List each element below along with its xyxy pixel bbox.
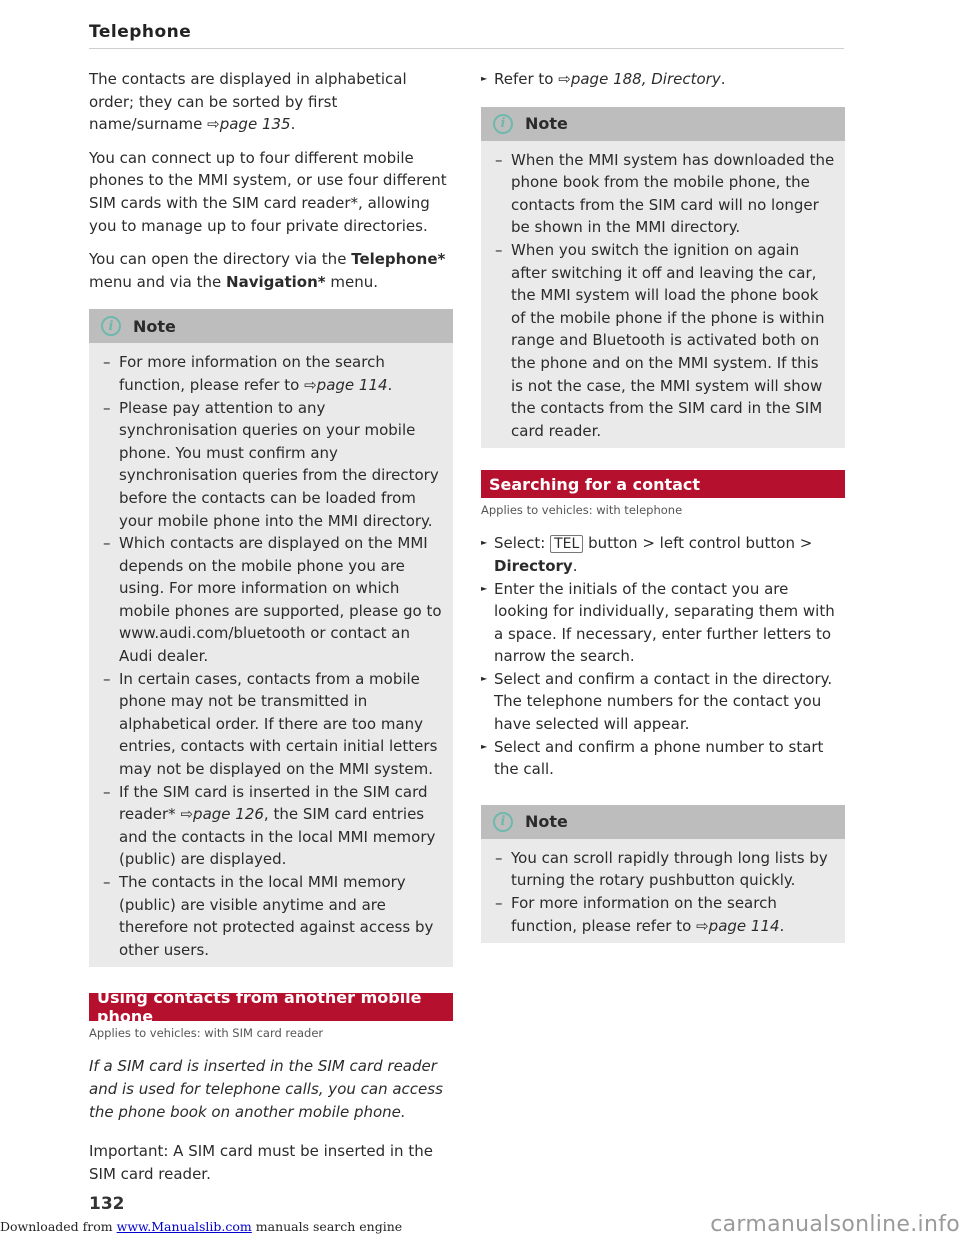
refer-step: ► Refer to ⇨page 188, Directory.	[481, 68, 845, 91]
arrow-right-icon: ⇨	[304, 375, 317, 394]
note-item-text: If the SIM card is inserted in the SIM card reader*	[119, 782, 428, 824]
step-text: button > left control button >	[588, 534, 813, 553]
refer-list	[481, 68, 845, 91]
note-item-text: For more information on the search function, please refer to	[511, 894, 777, 935]
intro-paragraph: The contacts are displayed in alphabetical order; they can be sorted by first name/surname ⇨page 135.	[89, 70, 407, 134]
page-ref-link[interactable]	[696, 917, 779, 935]
note-item	[89, 781, 443, 871]
note-item: – For more information on the search function, please refer to ⇨page 114.	[89, 351, 443, 396]
info-icon: i	[493, 812, 513, 832]
paragraph-open-directory	[89, 248, 453, 293]
note-item-text: For more information on the search function, please refer to	[119, 353, 385, 394]
note-box-phonebook	[481, 107, 845, 449]
note-title: Note	[525, 114, 568, 134]
note-header	[481, 107, 845, 141]
search-step: ► Select: TEL button > left control button > Directory.	[481, 532, 845, 577]
note-item: – When you switch the ignition on again after switching it off and leaving the car, the MMI system will load the phone book of the mobile phone if the phone is within range and Bluetooth is activated both on the phone and on the MMI system. If this is not the case, the MMI system will show the contacts from the SIM card in the SIM card reader.	[481, 239, 835, 442]
page-ref-text: page 114	[316, 375, 388, 394]
page-ref-link[interactable]	[558, 70, 720, 88]
telephone-menu-term: Telephone*	[351, 250, 446, 269]
navigation-menu-term: Navigation*	[226, 272, 326, 291]
important-paragraph: Important: A SIM card must be inserted in the SIM card reader.	[89, 1142, 433, 1183]
paragraph-mobile-phones: You can connect up to four different mobile phones to the MMI system, or use four different SIM cards with the SIM card reader*, allowing you to manage up to four private directories.	[89, 148, 447, 235]
header-divider	[89, 48, 844, 49]
para1-text: The contacts are displayed in alphabetical order; they can be sorted by first name/surname	[89, 70, 407, 134]
note-item: – When the MMI system has downloaded the phone book from the mobile phone, the contacts from the SIM card will no longer be shown in the MMI directory.	[481, 149, 835, 239]
tel-key: TEL	[550, 535, 583, 553]
applies-to-text: Applies to vehicles: with SIM card reader	[89, 1026, 324, 1041]
note-item: – For more information on the search function, please refer to ⇨page 114.	[481, 892, 835, 937]
page-ref-text: page 135	[219, 115, 291, 134]
note-item-text: , the SIM card entries and the contacts in the local MMI memory (public) are displayed.	[119, 805, 436, 869]
search-step: ► Enter the initials of the contact you are looking for individually, separating them with a space. If necessary, enter further letters to narrow the search.	[481, 578, 845, 668]
page-ref-link[interactable]	[207, 115, 290, 133]
note-list	[89, 343, 453, 967]
section-heading-another-phone: Using contacts from another mobile phone	[89, 993, 453, 1021]
directory-term: Directory	[494, 556, 573, 575]
right-column	[481, 68, 845, 955]
info-icon: i	[101, 316, 121, 336]
note-header	[89, 309, 453, 343]
arrow-right-icon: ⇨	[558, 70, 571, 88]
page-ref-link[interactable]	[180, 805, 263, 823]
note-header	[481, 805, 845, 839]
para3-text-c: menu.	[330, 272, 379, 291]
download-footer	[0, 1219, 402, 1234]
note-title: Note	[525, 812, 568, 832]
search-step: ► Select and confirm a phone number to start the call.	[481, 736, 845, 781]
note-item: – The contacts in the local MMI memory (public) are visible anytime and are therefore not protected against access by other users.	[89, 871, 443, 961]
note-item: – In certain cases, contacts from a mobile phone may not be transmitted in alphabetical order. If there are too many entries, contacts with certain initial letters may not be displayed on the MMI system.	[89, 668, 443, 781]
footer-text: manuals search engine	[255, 1219, 403, 1234]
refer-text: Refer to	[494, 70, 554, 88]
note-list	[481, 141, 845, 449]
arrow-right-icon: ⇨	[207, 115, 220, 134]
page-ref-text: page 114	[708, 916, 780, 935]
info-icon: i	[493, 114, 513, 134]
footer-text: Downloaded from	[0, 1219, 113, 1234]
section-intro: If a SIM card is inserted in the SIM card reader and is used for telephone calls, you can access the phone book on another mobile phone.	[89, 1057, 443, 1122]
arrow-right-icon: ⇨	[180, 805, 194, 824]
page-ref-link[interactable]	[304, 376, 387, 394]
note-title: Note	[133, 316, 176, 336]
note-box-directory	[89, 309, 453, 967]
para3-text-a: You can open the directory via the	[89, 250, 347, 269]
note-item: – You can scroll rapidly through long lists by turning the rotary pushbutton quickly.	[481, 847, 835, 892]
page-ref-text: page 126	[193, 805, 264, 824]
note-item: – Please pay attention to any synchronisation queries on your mobile phone. You must confirm any synchronisation queries from the directory before the contacts can be loaded from your mobile phone into the MMI directory.	[89, 397, 443, 533]
applies-to-text: Applies to vehicles: with telephone	[481, 503, 683, 518]
step-text: Select:	[494, 534, 546, 553]
left-column	[89, 68, 453, 1197]
manualslib-link[interactable]: www.Manualslib.com	[116, 1219, 252, 1234]
page-header-title: Telephone	[89, 22, 192, 42]
search-step: ► Select and confirm a contact in the directory. The telephone numbers for the contact you have selected will appear.	[481, 668, 845, 736]
note-box-search	[481, 805, 845, 943]
section-heading-search-contact: Searching for a contact	[481, 470, 845, 498]
note-list	[481, 839, 845, 943]
note-item: – Which contacts are displayed on the MMI depends on the mobile phone you are using. For more information on which mobile phones are supported, please go to www.audi.com/bluetooth or contact an Audi dealer.	[89, 532, 443, 668]
page-number: 132	[89, 1194, 125, 1214]
arrow-right-icon: ⇨	[696, 916, 709, 935]
para3-text-b: menu and via the	[89, 272, 222, 291]
watermark-text: carmanualsonline.info	[710, 1212, 960, 1237]
page-ref-text: page 188, Directory	[570, 70, 721, 88]
search-steps	[481, 532, 845, 781]
